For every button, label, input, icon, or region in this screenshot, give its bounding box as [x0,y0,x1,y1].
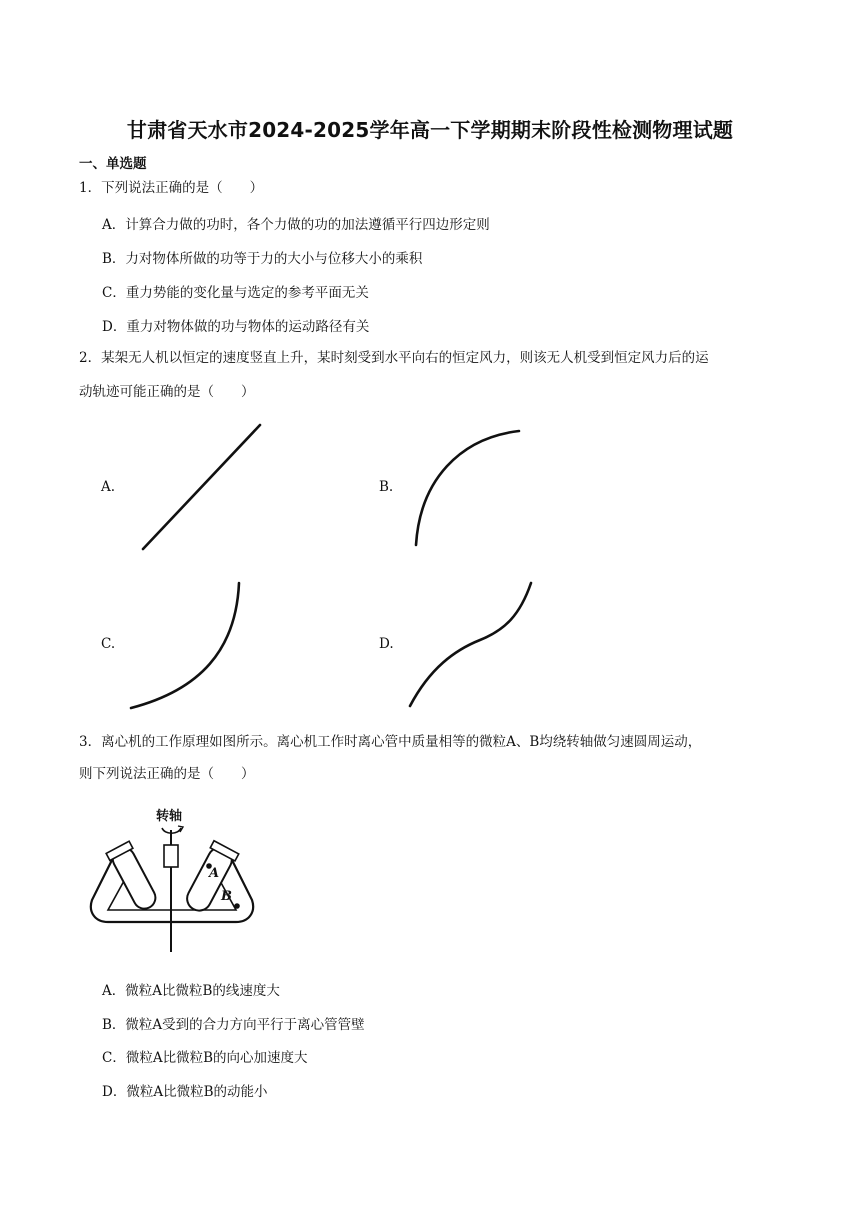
axis-label: 转轴 [156,809,183,824]
q1-option-c: C．重力势能的变化量与选定的参考平面无关 [102,285,369,301]
page-title: 甘肃省天水市2024-2025学年高一下学期期末阶段性检测物理试题 [126,118,734,142]
q2-label-a: A. [101,479,116,495]
q3-option-c: C．微粒A比微粒B的向心加速度大 [102,1050,308,1066]
q3-stem-line2: 则下列说法正确的是（ ） [79,766,255,782]
q3-option-b: B．微粒A受到的合力方向平行于离心管管壁 [102,1017,365,1033]
particle-b-dot [234,903,240,909]
q3-option-d: D．微粒A比微粒B的动能小 [102,1084,268,1100]
q1-option-d: D．重力对物体做的功与物体的运动路径有关 [102,319,370,335]
particle-b-label: B [221,889,232,904]
q3-option-a: A．微粒A比微粒B的线速度大 [102,983,280,999]
rotor-hub [164,845,178,867]
q2-label-b: B. [379,479,394,495]
q1-option-b: B．力对物体所做的功等于力的大小与位移大小的乘积 [102,251,423,267]
q2-label-d: D. [379,636,394,652]
q1-option-a: A．计算合力做的功时，各个力做的功的加法遵循平行四边形定则 [102,217,490,233]
q2-stem-line1: 2．某架无人机以恒定的速度竖直上升，某时刻受到水平向右的恒定风力，则该无人机受到恒定风力后的运 [79,350,709,366]
q2-stem-line2: 动轨迹可能正确的是（ ） [79,384,255,400]
particle-a-label: A [209,866,220,881]
q1-stem: 1．下列说法正确的是（ ） [79,180,264,196]
q2-label-c: C. [101,636,116,652]
section-heading: 一、单选题 [79,156,147,172]
left-tube [106,841,161,913]
q3-stem-line1: 3．离心机的工作原理如图所示。离心机工作时离心管中质量相等的微粒A、B均绕转轴做匀速圆周运动， [79,734,702,750]
